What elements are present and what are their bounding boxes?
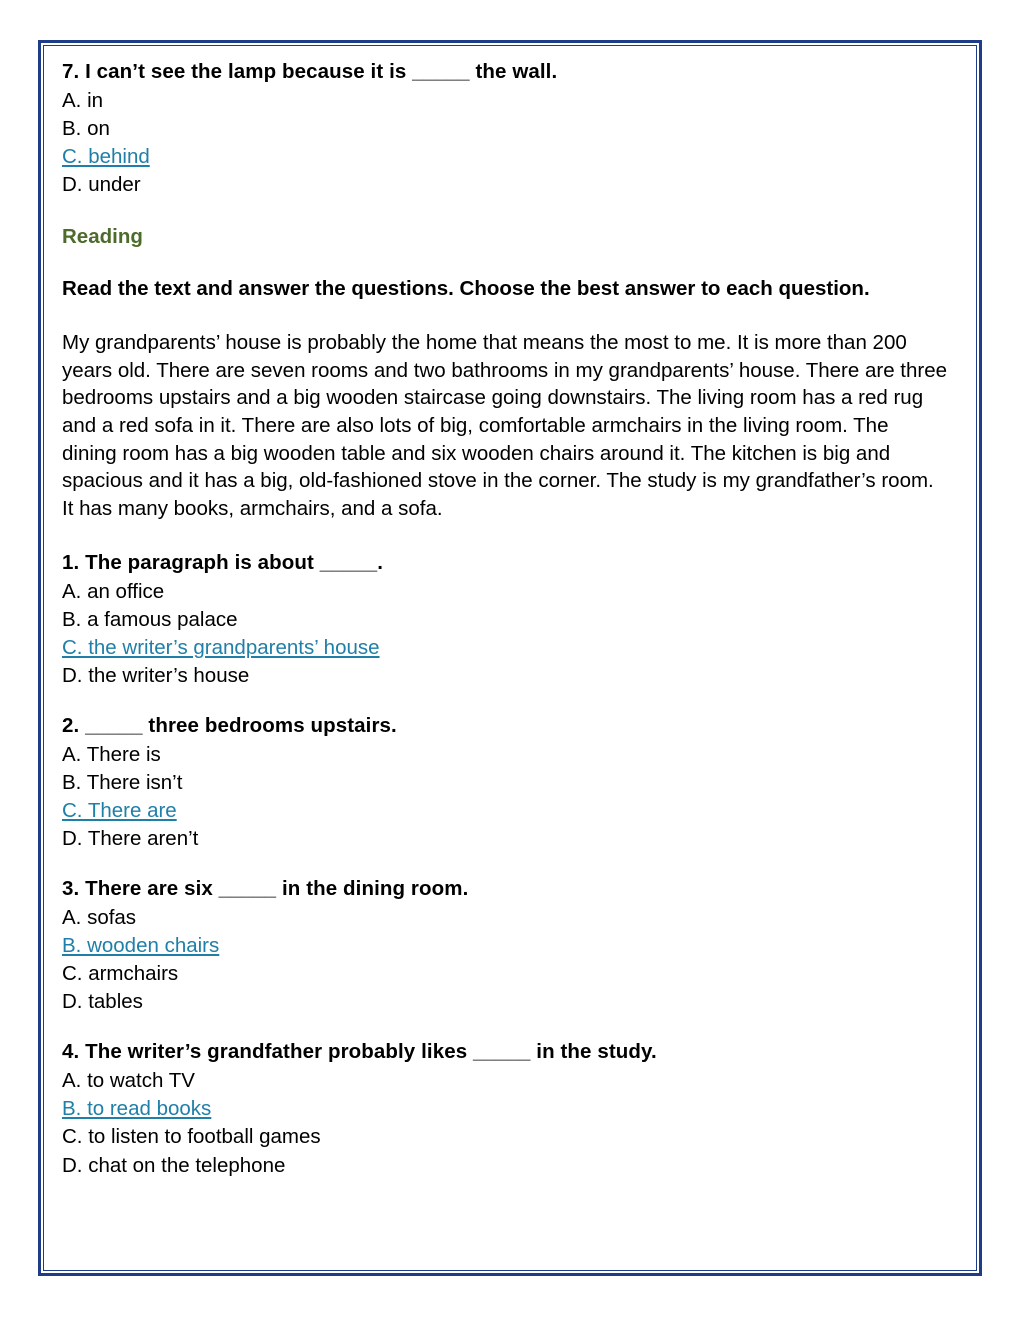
question-1-option-a[interactable]: A. an office [62, 579, 165, 603]
question-1-option-c[interactable]: C. the writer’s grandparents’ house [62, 635, 380, 659]
worksheet-content [62, 58, 954, 1179]
spacer [62, 1016, 954, 1038]
question-2-stem: 2. _____ three bedrooms upstairs. [62, 713, 397, 737]
question-2-option-a[interactable]: A. There is [62, 742, 161, 766]
question-1 [62, 549, 954, 689]
reading-passage: My grandparents’ house is probably the home that means the most to me. It is more than 200 years old. There are seven rooms and two bathrooms in my grandparents’ house. There are three bedrooms upstairs and a big wooden staircase going downstairs. The living room has a red rug and a red sofa in it. There are also lots of big, comfortable armchairs in the living room. The dining room has a big wooden table and six wooden chairs around it. The kitchen is big and spacious and it has a big, old-fashioned stove in the corner. The study is my grandfather’s room. It has many books, armchairs, and a sofa. [62, 330, 948, 520]
question-4-option-c[interactable]: C. to listen to football games [62, 1125, 321, 1149]
question-3-option-b[interactable]: B. wooden chairs [62, 934, 220, 958]
question-2-option-d[interactable]: D. There aren’t [62, 827, 199, 851]
question-4-option-b[interactable]: B. to read books [62, 1097, 212, 1121]
spacer [62, 303, 954, 329]
question-7-option-d[interactable]: D. under [62, 173, 141, 197]
spacer [62, 853, 954, 875]
question-7-option-c[interactable]: C. behind [62, 145, 150, 169]
question-7-option-a[interactable]: A. in [62, 89, 104, 113]
section-heading-reading: Reading [62, 225, 143, 249]
question-3 [62, 875, 954, 1015]
question-7-stem: 7. I can’t see the lamp because it is _____ the wall. [62, 60, 558, 83]
question-1-option-b[interactable]: B. a famous palace [62, 607, 238, 631]
question-2-option-b[interactable]: B. There isn’t [62, 770, 183, 794]
question-4-option-a[interactable]: A. to watch TV [62, 1069, 195, 1093]
question-4-option-d[interactable]: D. chat on the telephone [62, 1153, 286, 1177]
question-3-stem: 3. There are six _____ in the dining room. [62, 877, 469, 901]
question-1-option-d[interactable]: D. the writer’s house [62, 663, 250, 687]
question-4-stem: 4. The writer’s grandfather probably likes _____ in the study. [62, 1040, 657, 1064]
spacer [62, 523, 954, 549]
reading-instruction: Read the text and answer the questions. Choose the best answer to each question. [62, 277, 870, 301]
question-3-option-a[interactable]: A. sofas [62, 906, 137, 930]
question-2-option-c[interactable]: C. There are [62, 798, 177, 822]
question-3-option-c[interactable]: C. armchairs [62, 962, 179, 986]
question-4 [62, 1038, 954, 1178]
spacer [62, 690, 954, 712]
spacer [62, 199, 954, 225]
spacer [62, 249, 954, 275]
question-2 [62, 712, 954, 852]
question-7-option-b[interactable]: B. on [62, 117, 110, 141]
question-7 [62, 58, 954, 198]
question-3-option-d[interactable]: D. tables [62, 990, 143, 1014]
question-1-stem: 1. The paragraph is about _____. [62, 550, 384, 574]
